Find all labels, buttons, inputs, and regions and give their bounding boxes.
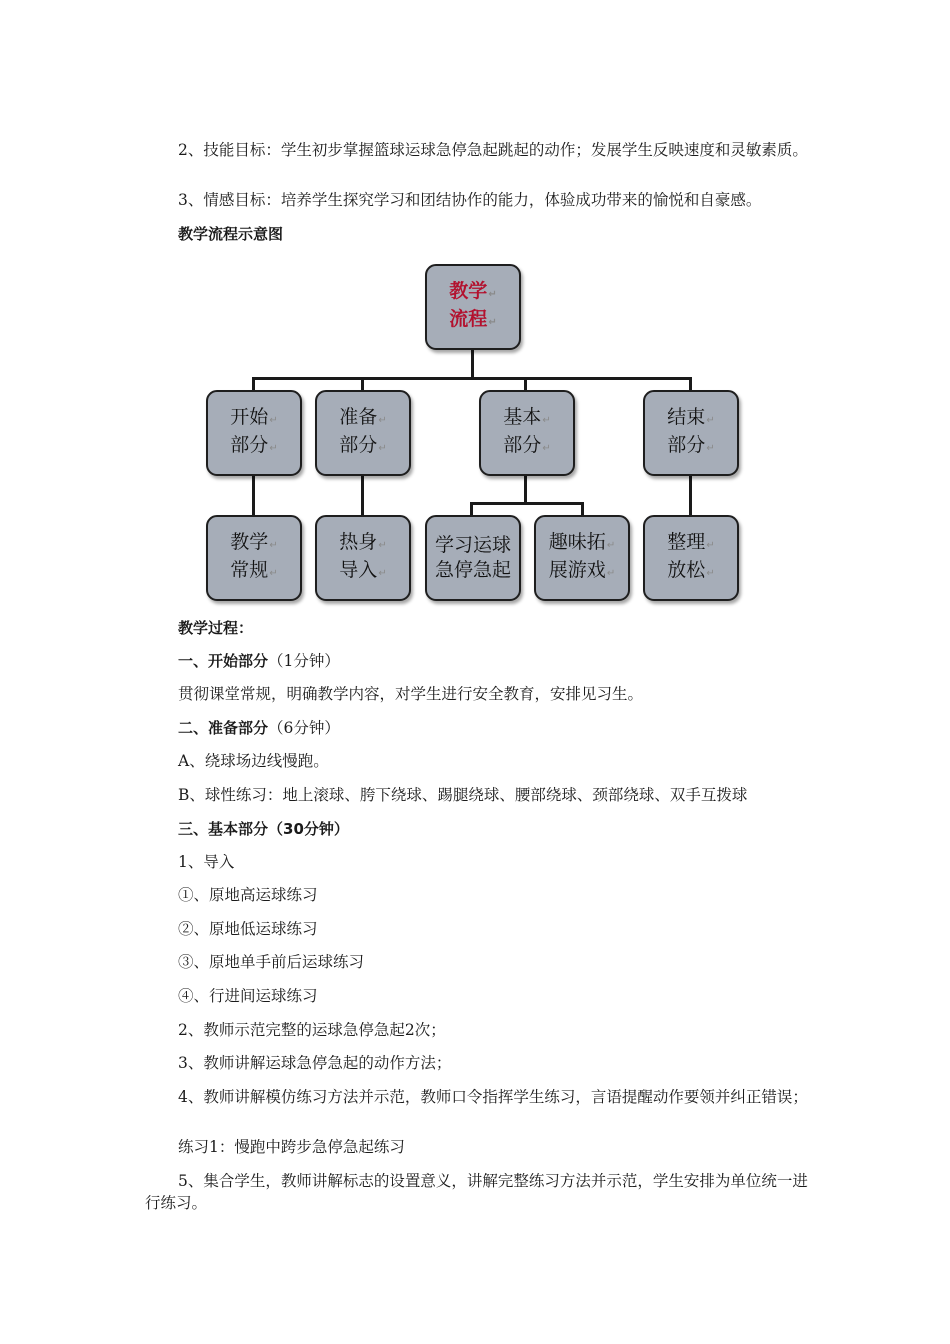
part1-time: （1分钟） — [268, 652, 340, 670]
skill-goal-paragraph: 2、技能目标：学生初步掌握篮球运球急停急起跳起的动作；发展学生反映速度和灵敏素质。 — [178, 141, 808, 159]
flow-box-class-routine: 教学↵ 常规↵ — [206, 515, 302, 601]
step5: 5、集合学生，教师讲解标志的设置意义，讲解完整练习方法并示范，学生安排为单位统一进行练习。 — [145, 1172, 808, 1212]
connector-horizontal-top — [252, 377, 692, 380]
exercise1: 练习1：慢跑中跨步急停急起练习 — [178, 1138, 405, 1156]
step4: 4、教师讲解模仿练习方法并示范，教师口令指挥学生练习，言语提醒动作要领并纠正错误； — [178, 1088, 808, 1106]
part2-item-a: A、绕球场边线慢跑。 — [178, 752, 329, 770]
flow-box-learn-dribble: 学习运球 急停急起 — [425, 515, 521, 601]
flow-box-cool-down: 整理↵ 放松↵ — [643, 515, 739, 601]
connector-basic-horizontal — [470, 502, 584, 505]
step1: 1、导入 — [178, 853, 235, 871]
part3-title: 三、基本部分（30分钟） — [178, 820, 349, 838]
part1-title: 一、开始部分 — [178, 652, 269, 670]
connector-root — [471, 346, 474, 379]
flow-box-prepare-part: 准备↵ 部分↵ — [315, 390, 411, 476]
flow-box-root: 教学↵ 流程↵ — [425, 264, 521, 350]
connector-basic — [524, 377, 527, 391]
flow-diagram-title: 教学流程示意图 — [178, 225, 284, 243]
connector-start-child — [252, 471, 255, 517]
flow-box-start-part: 开始↵ 部分↵ — [206, 390, 302, 476]
step1-1: ①、原地高运球练习 — [178, 886, 318, 904]
connector-prepare — [361, 377, 364, 391]
connector-prepare-child — [361, 471, 364, 517]
part1-body: 贯彻课堂常规，明确教学内容，对学生进行安全教育，安排见习生。 — [178, 685, 644, 703]
step1-3: ③、原地单手前后运球练习 — [178, 953, 365, 971]
connector-start — [252, 377, 255, 391]
flow-box-fun-games: 趣味拓↵ 展游戏↵ — [534, 515, 630, 601]
part2-heading — [145, 717, 810, 739]
connector-end-child — [689, 471, 692, 517]
part1-heading — [145, 650, 810, 672]
flow-box-warmup: 热身↵ 导入↵ — [315, 515, 411, 601]
part2-time: （6分钟） — [268, 719, 340, 737]
step1-2: ②、原地低运球练习 — [178, 920, 318, 938]
part2-title: 二、准备部分 — [178, 719, 269, 737]
step3: 3、教师讲解运球急停急起的动作方法； — [178, 1054, 452, 1072]
flow-box-basic-part: 基本↵ 部分↵ — [479, 390, 575, 476]
step1-4: ④、行进间运球练习 — [178, 987, 318, 1005]
step2: 2、教师示范完整的运球急停急起2次； — [178, 1021, 446, 1039]
flow-box-end-part: 结束↵ 部分↵ — [643, 390, 739, 476]
emotion-goal-paragraph: 3、情感目标：培养学生探究学习和团结协作的能力，体验成功带来的愉悦和自豪感。 — [178, 191, 762, 209]
process-title: 教学过程： — [178, 619, 254, 637]
connector-end — [689, 377, 692, 391]
part2-item-b: B、球性练习：地上滚球、胯下绕球、踢腿绕球、腰部绕球、颈部绕球、双手互拨球 — [178, 786, 748, 804]
